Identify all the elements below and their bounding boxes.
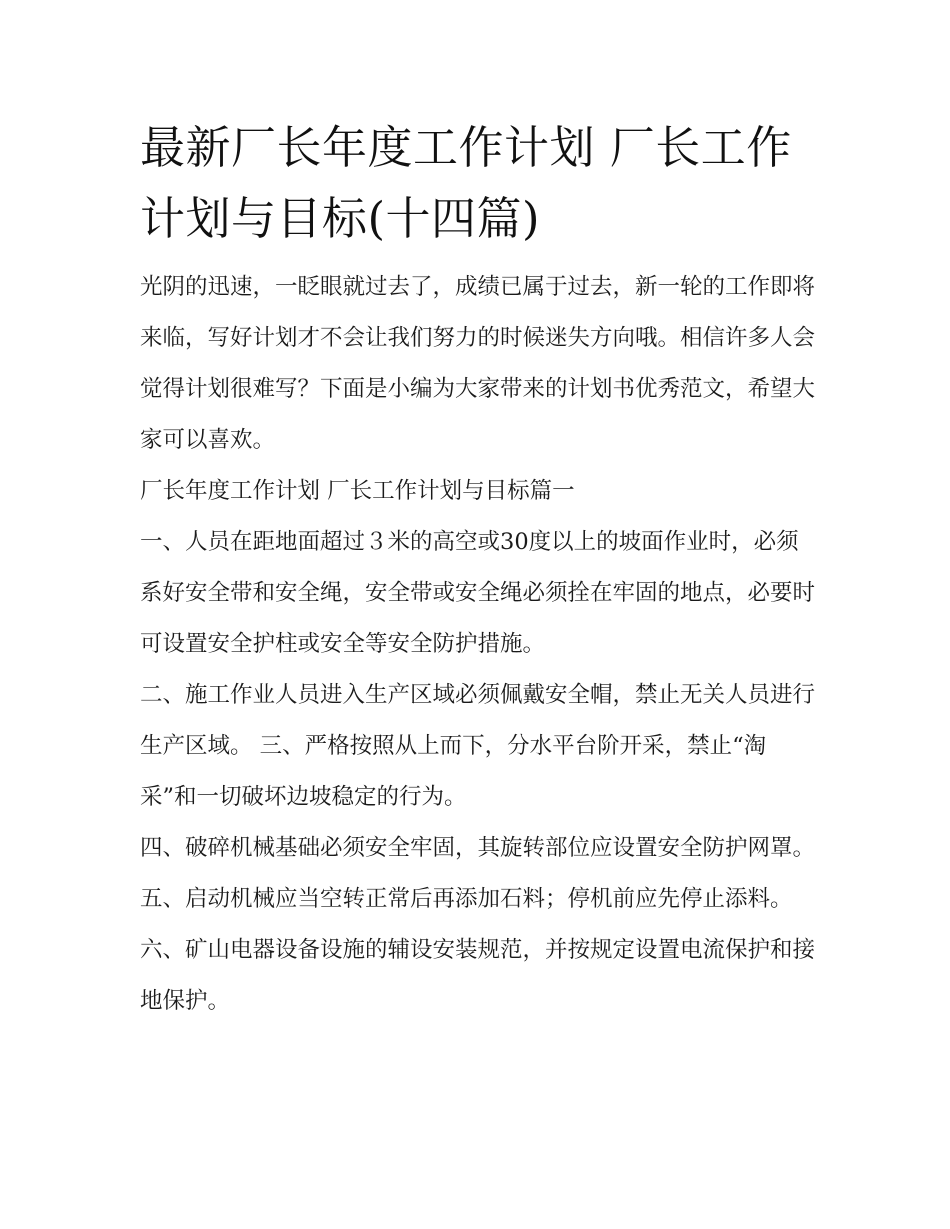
rule-paragraph-1: 一、人员在距地面超过３米的高空或30度以上的坡面作业时，必须系好安全带和安全绳，安全带或安全绳必须拴在牢固的地点，必要时可设置安全护柱或安全等安全防护措施。 <box>140 529 816 657</box>
document-body <box>140 112 816 1027</box>
rule-paragraph-6: 六、矿山电器设备设施的辅设安装规范，并按规定设置电流保护和接地保护。 <box>140 937 816 1014</box>
intro-paragraph: 光阴的迅速，一眨眼就过去了，成绩已属于过去，新一轮的工作即将来临，写好计划才不会让我们努力的时候迷失方向哦。相信许多人会觉得计划很难写？下面是小编为大家带来的计划书优秀范文，希望大家可以喜欢。 <box>140 274 816 453</box>
document-title: 最新厂长年度工作计划 厂长工作计划与目标(十四篇) <box>140 121 792 245</box>
rule-paragraph-4-5: 四、破碎机械基础必须安全牢固，其旋转部位应设置安全防护网罩。 五、启动机械应当空转正常后再添加石料；停机前应先停止添料。 <box>140 835 816 912</box>
rule-paragraph-2-3: 二、施工作业人员进入生产区域必须佩戴安全帽，禁止无关人员进行生产区域。 三、严格按照从上而下，分水平台阶开采，禁止“淘采”和一切破坏边坡稳定的行为。 <box>140 682 816 810</box>
section-heading: 厂长年度工作计划 厂长工作计划与目标篇一 <box>140 478 575 504</box>
